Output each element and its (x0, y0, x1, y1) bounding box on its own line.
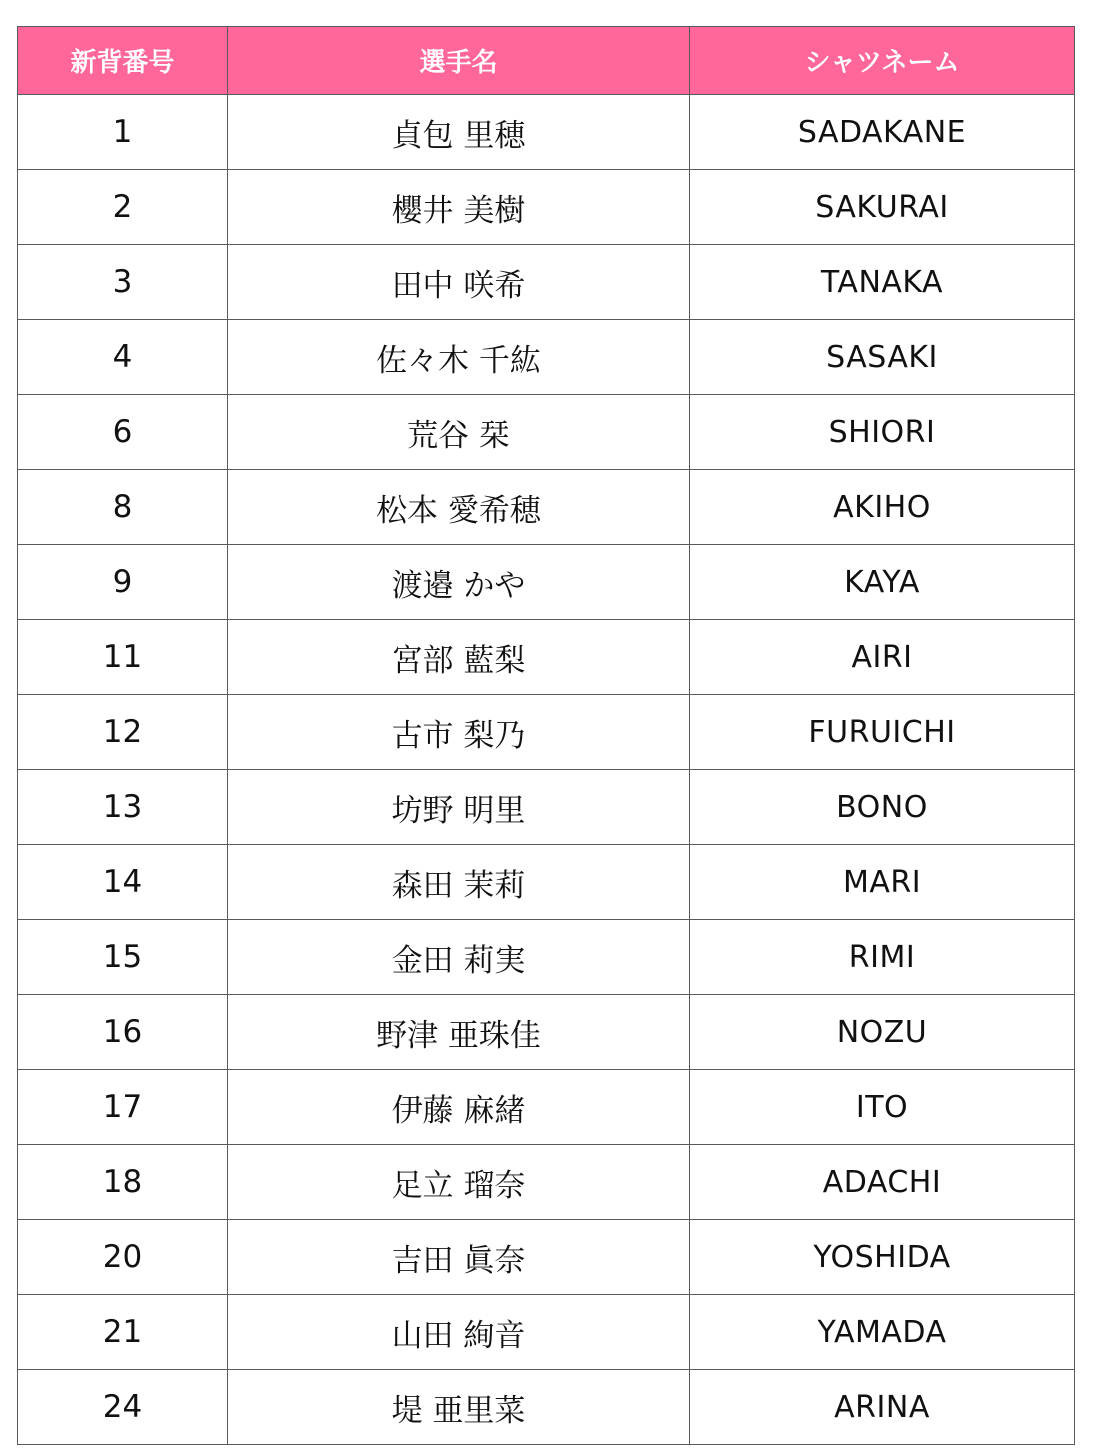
cell-number: 1 (18, 95, 228, 170)
cell-number: 12 (18, 695, 228, 770)
table-row (18, 245, 1075, 320)
cell-player-name: 荒谷 栞 (228, 395, 690, 470)
cell-player-name: 伊藤 麻緒 (228, 1070, 690, 1145)
player-roster-table (17, 26, 1075, 1445)
cell-shirt-name: RIMI (690, 920, 1075, 995)
table-body (18, 95, 1075, 1445)
cell-shirt-name: KAYA (690, 545, 1075, 620)
cell-player-name: 坊野 明里 (228, 770, 690, 845)
cell-shirt-name: AIRI (690, 620, 1075, 695)
table-row (18, 1220, 1075, 1295)
header-row (18, 27, 1075, 95)
cell-number: 18 (18, 1145, 228, 1220)
table-row (18, 395, 1075, 470)
cell-player-name: 森田 茉莉 (228, 845, 690, 920)
cell-player-name: 古市 梨乃 (228, 695, 690, 770)
table-row (18, 920, 1075, 995)
cell-shirt-name: YAMADA (690, 1295, 1075, 1370)
table-row (18, 1070, 1075, 1145)
cell-player-name: 貞包 里穂 (228, 95, 690, 170)
table-row (18, 695, 1075, 770)
cell-number: 8 (18, 470, 228, 545)
cell-shirt-name: AKIHO (690, 470, 1075, 545)
cell-number: 15 (18, 920, 228, 995)
cell-player-name: 田中 咲希 (228, 245, 690, 320)
cell-shirt-name: ARINA (690, 1370, 1075, 1445)
cell-shirt-name: BONO (690, 770, 1075, 845)
header-shirt-name: シャツネーム (690, 27, 1075, 95)
cell-number: 4 (18, 320, 228, 395)
cell-number: 21 (18, 1295, 228, 1370)
cell-player-name: 吉田 眞奈 (228, 1220, 690, 1295)
cell-shirt-name: YOSHIDA (690, 1220, 1075, 1295)
cell-number: 17 (18, 1070, 228, 1145)
table-row (18, 545, 1075, 620)
table-row (18, 470, 1075, 545)
cell-shirt-name: FURUICHI (690, 695, 1075, 770)
cell-shirt-name: NOZU (690, 995, 1075, 1070)
cell-player-name: 宮部 藍梨 (228, 620, 690, 695)
cell-player-name: 櫻井 美樹 (228, 170, 690, 245)
table-row (18, 95, 1075, 170)
table-row (18, 170, 1075, 245)
cell-player-name: 山田 絢音 (228, 1295, 690, 1370)
cell-shirt-name: ADACHI (690, 1145, 1075, 1220)
cell-number: 14 (18, 845, 228, 920)
cell-player-name: 野津 亜珠佳 (228, 995, 690, 1070)
cell-player-name: 足立 瑠奈 (228, 1145, 690, 1220)
cell-player-name: 佐々木 千紘 (228, 320, 690, 395)
table-row (18, 620, 1075, 695)
cell-shirt-name: SHIORI (690, 395, 1075, 470)
cell-shirt-name: TANAKA (690, 245, 1075, 320)
header-player-name: 選手名 (228, 27, 690, 95)
table-row (18, 995, 1075, 1070)
cell-number: 16 (18, 995, 228, 1070)
table-header (18, 27, 1075, 95)
cell-shirt-name: ITO (690, 1070, 1075, 1145)
header-number: 新背番号 (18, 27, 228, 95)
cell-player-name: 金田 莉実 (228, 920, 690, 995)
cell-shirt-name: SADAKANE (690, 95, 1075, 170)
cell-shirt-name: SAKURAI (690, 170, 1075, 245)
cell-shirt-name: SASAKI (690, 320, 1075, 395)
table-row (18, 1370, 1075, 1445)
cell-player-name: 堤 亜里菜 (228, 1370, 690, 1445)
table-row (18, 770, 1075, 845)
cell-number: 11 (18, 620, 228, 695)
cell-player-name: 渡邉 かや (228, 545, 690, 620)
cell-number: 20 (18, 1220, 228, 1295)
cell-player-name: 松本 愛希穂 (228, 470, 690, 545)
cell-number: 24 (18, 1370, 228, 1445)
cell-number: 2 (18, 170, 228, 245)
table-row (18, 1145, 1075, 1220)
cell-number: 9 (18, 545, 228, 620)
cell-number: 6 (18, 395, 228, 470)
cell-shirt-name: MARI (690, 845, 1075, 920)
cell-number: 3 (18, 245, 228, 320)
table-row (18, 845, 1075, 920)
table-row (18, 1295, 1075, 1370)
table-row (18, 320, 1075, 395)
cell-number: 13 (18, 770, 228, 845)
